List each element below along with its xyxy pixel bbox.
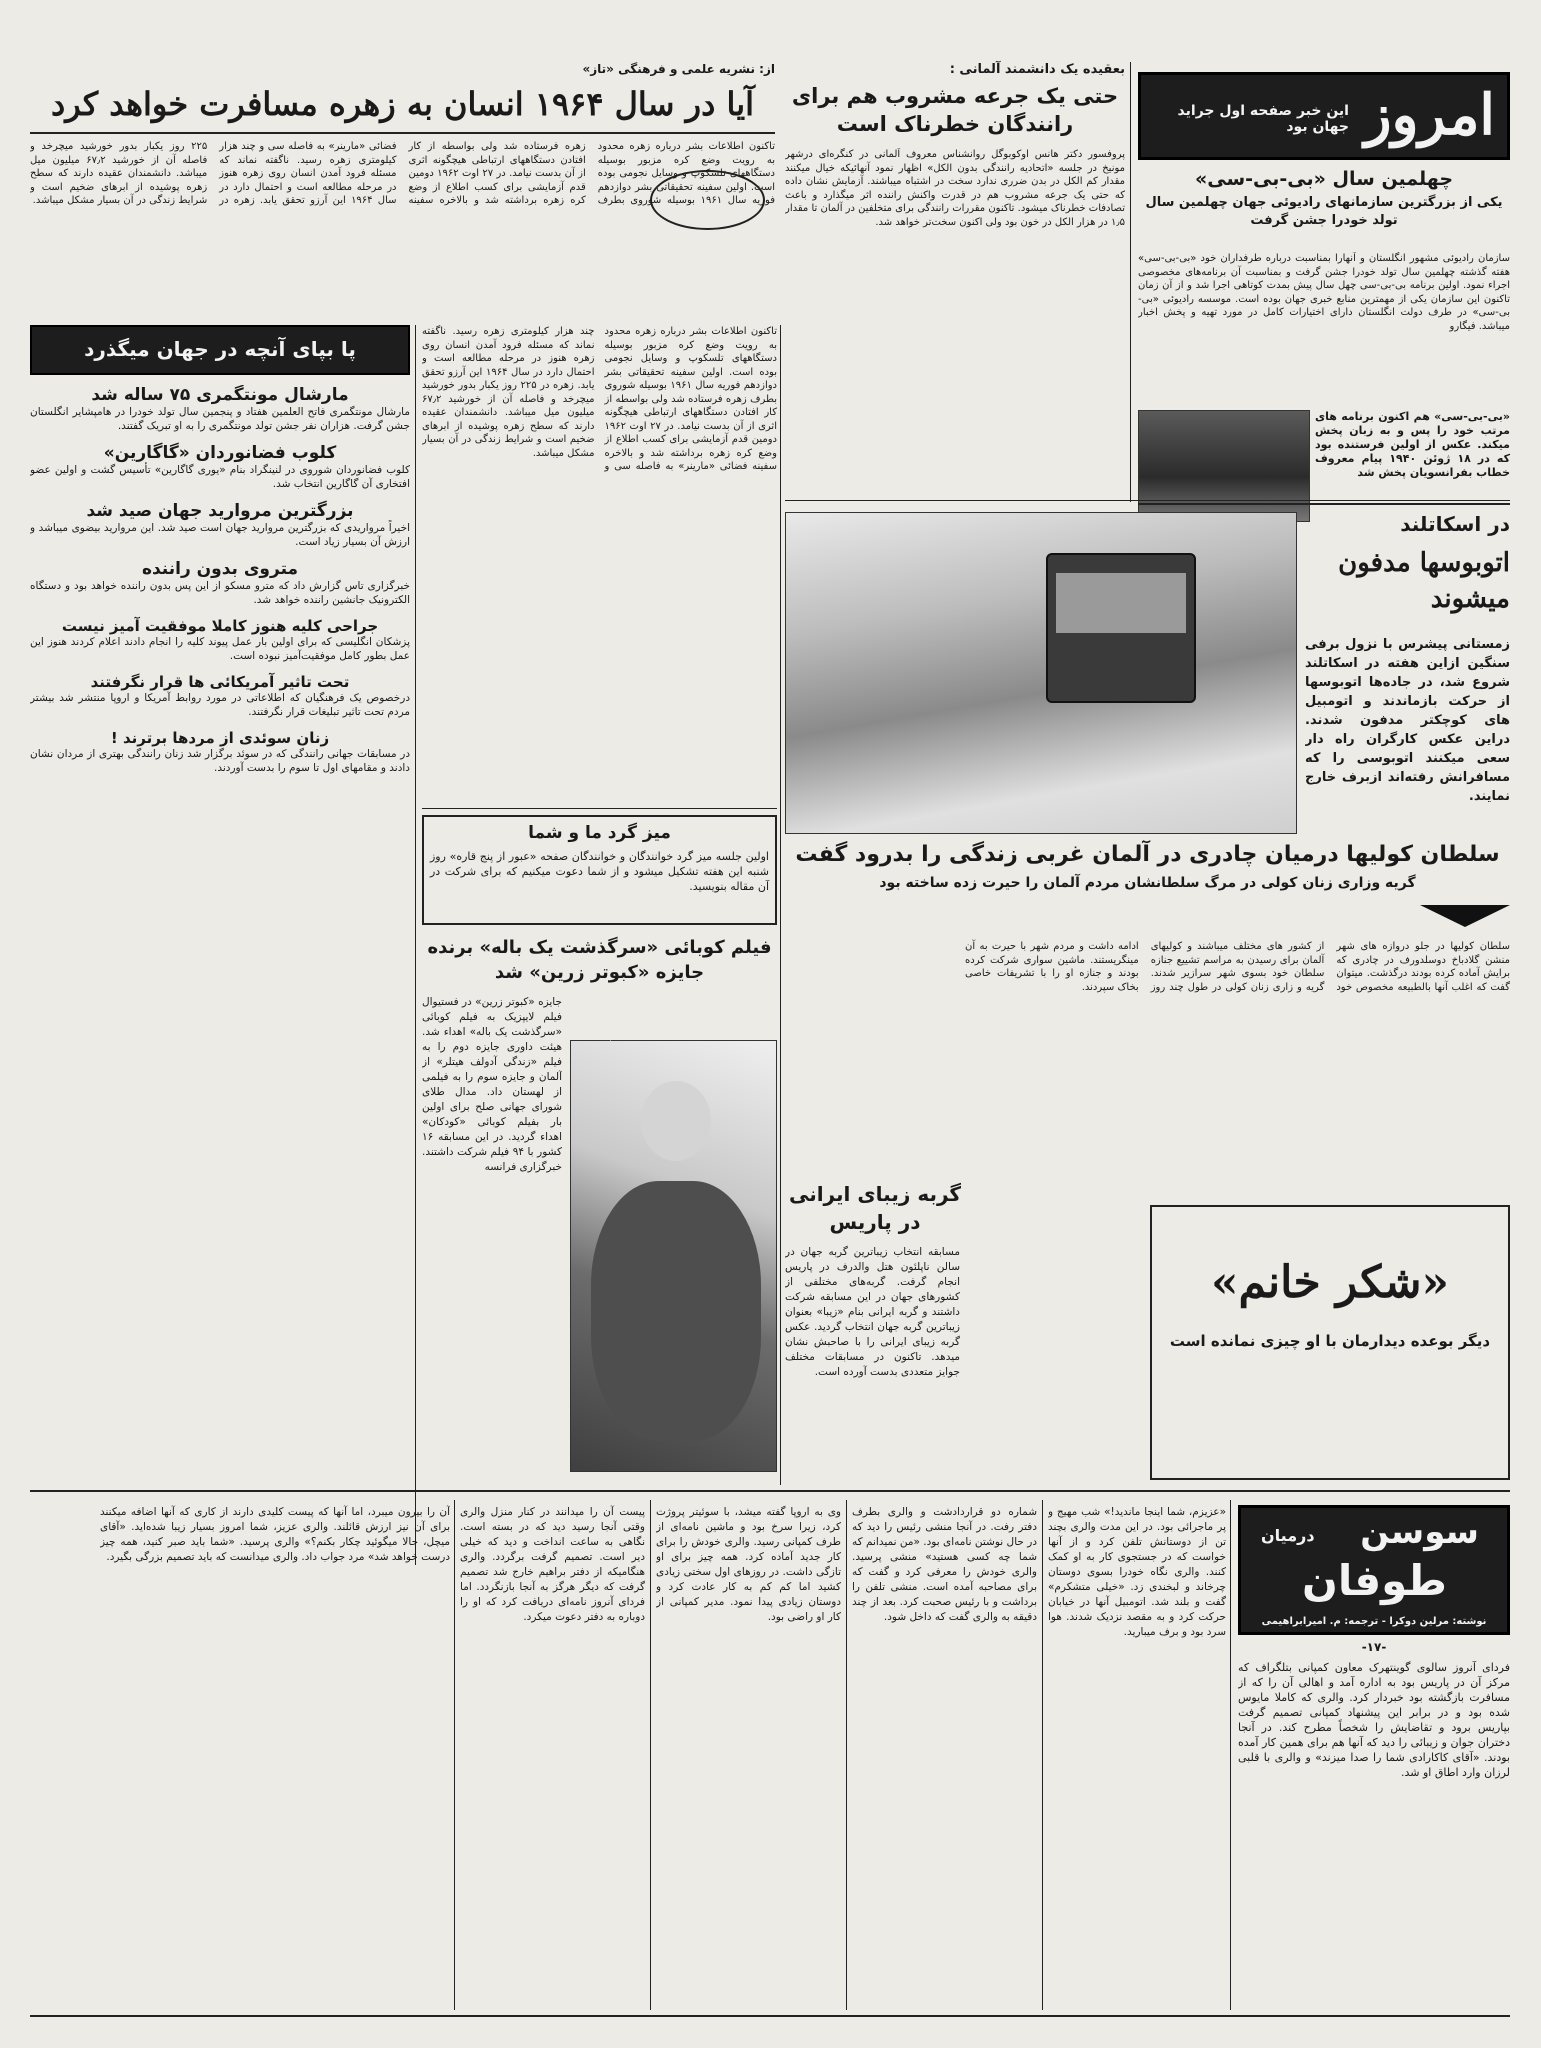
kids-body: اولین جلسه میز گرد خوانندگان و خوانندگان صفحه «عبور از پنج قاره» روز شنبه این هفته تشکیل میشود و از شما دعوت میکنیم که برای شرکت در آن مقاله بنویسید.	[430, 850, 769, 893]
cat-body: مسابقه انتخاب زیباترین گربه جهان در سالن ناپلئون هتل والدرف در پاریس انجام گرفت. گربه‌های مختلفی از کشورهای جهان در این مسابقه شرکت داشتند و گربه ایرانی بنام «زیبا» بعنوان زیباترین گربه جهان انتخاب گردید. عکس گربه زیبای ایرانی را با صاحبش نشان میدهد. تاکنون در مسابقات مختلف جوایز متعددی بدست آورده است.	[785, 1246, 960, 1378]
cat-title: گربه زیبای ایرانی در پاریس	[788, 1182, 962, 1234]
serial-author: نوشته: مرلین دوکرا - ترجمه: م. امیرابراهیمی	[1261, 1616, 1487, 1627]
serial-col4: وی به اروپا گفته میشد، با سوئیتر پروژت کرد، زیرا سرخ بود و ماشین نامه‌ای از طرف کمپانی رسید. والری خودش را برای کار جدید آماده کرد. همه چیز برای او تازگی داشت. در روزهای اول سختی زیادی کشید اما کم کم به کار عادت کرد و دوستان زیادی پیدا نمود. مدیر کمپانی از کار او راضی بود.	[656, 1506, 841, 1623]
rule-serial-c2	[1042, 1500, 1043, 2010]
emrooz-masthead: امروز	[1364, 82, 1495, 148]
cat-photo	[610, 1040, 611, 1041]
scotland-body: زمستانی پیشرس با نزول برفی سنگین ازاین هفته در اسکاتلند شروع شد، در جاده‌ها اتوبوسها از حرکت بازماندند و اتومبیل های کوچکتر مدفون شدند. دراین عکس کارگران راه دار سعی میکنند اتوبوسی را که مسافرانش رفته‌اند ازبرف خارج نمایند.	[1305, 637, 1510, 804]
serial-col3: شماره دو قراردادشت و والری بطرف دفتر رفت. در آنجا منشی رئیس را دید که در حال نوشتن نامه‌ای بود. «من نمیدانم که شما چه کسی هستید» منشی پرسید. والری خودش را معرفی کرد و گفت که برای مصاحبه آمده است. منشی تلفن را برداشت و با رئیس صحبت کرد. بعد از چند دقیقه به والری گفت که داخل شود.	[852, 1506, 1037, 1623]
scotland-bus-photo	[785, 512, 1297, 834]
kids-title: میز گرد ما و شما	[528, 823, 671, 843]
vanishing-item	[30, 729, 410, 775]
shekar-subtitle: دیگر بوعده دیدارمان با او چیزی نمانده است	[1169, 1332, 1491, 1350]
bbc-subtitle: یکی از بزرگترین سازمانهای رادیوئی جهان چهلمین سال تولد خودرا جشن گرفت	[1145, 195, 1503, 228]
serial-title-box	[1238, 1505, 1510, 1635]
soltan-headline: سلطان کولیها درمیان چادری در آلمان غربی زندگی را بدرود گفت	[795, 842, 1500, 867]
vanishing-item-body: کلوب فضانوردان شوروی در لنینگراد بنام «یوری گاگارین» تأسیس گشت و اولین عضو افتخاری آن گاگارین انتخاب شد.	[30, 464, 410, 490]
rule-serial-c5	[454, 1500, 455, 2010]
serial-col5: پیست آن را میدانند در کنار منزل والری وقتی آنجا رسید دید که در بسته است. نگاهی به ساعت انداخت و دید که خیلی دیر است. تصمیم گرفت برگردد. والری هنگامیکه از دفتر براهیم خارج شد تصمیم گرفت که دیگر هرگز به آنجا بازنگردد. اما فردای آنروز نامه‌ای دریافت کرد که او را دوباره به دفتر دعوت میکرد.	[460, 1506, 645, 1623]
vanishing-item-body: پزشکان انگلیسی که برای اولین بار عمل پیوند کلیه را انجام دادند اعلام کردند هنوز این عمل بطور کامل موفقیت‌آمیز نبوده است.	[30, 636, 410, 662]
venus-body: تاکنون اطلاعات بشر درباره زهره محدود به رویت وضع کره مزبور بوسیله دستگاههای تلسکوپ و وسایل نجومی بوده است. اولین سفینه تحقیقاتی بشر دوازدهم فوریه سال ۱۹۶۱ بوسیله شوروی بطرف زهره فرستاده شد ولی بواسطه از کار افتادن دستگاههای ارتباطی هیچگونه اثری از آن بدست نیامد. در ۲۷ اوت ۱۹۶۲ دومین قدم آزمایشی برای کسب اطلاع از وضع کره زهره برداشته شد و بالاخره سفینه فضائی «مارینر» به فاصله سی و چند هزار کیلومتری زهره رسید. ناگفته نماند که مسئله فرود آمدن انسان روی زهره هنوز در مرحله مطالعه است و احتمال دارد در سال ۱۹۶۴ این آرزو تحقق یابد. زهره در ۲۲۵ روز یکبار بدور خورشید میچرخد و فاصله آن از خورشید ۶۷٫۲ میلیون میل میباشد. دانشمندان عقیده دارند که سطح زهره پوشیده از ابرهای ضخیم است و شرایط زندگی در آن بسیار مشکل میباشد.	[30, 141, 775, 206]
vanishing-item	[30, 385, 410, 433]
serial-title-bottom: طوفان	[1301, 1556, 1447, 1605]
serial-col6: آن را بیرون میبرد، اما آنها که پیست کلیدی دارند از کاری که آنها اضافه میکنند برای آن نیز ارزش قائلند. والری عزیز، شما امروز بسیار زیبا شده‌اید. «آقای میچل، حالا میگوئید چکار بکنم؟» والری پرسید. «شما باید صبر کنید، همه چیز درست خواهد شد» مرد جواب داد. والری میدانست که باید تصمیم بزرگی بگیرد.	[100, 1506, 450, 1563]
rule-venus	[30, 132, 775, 134]
vanishing-item-title: کلوب فضانوردان «گاگارین»	[103, 443, 337, 463]
vanishing-item-body: مارشال مونتگمری فاتح العلمین هفتاد و پنجمین سال تولد خودرا در هامپشایر انگلستان جشن گرفت. هزاران نفر جشن تولد مونتگمری را به او تبریک گفتند.	[30, 406, 410, 432]
vanishing-item-body: در مسابقات جهانی رانندگی که در سوئد برگزار شد زنان رانندگی بهتری از مردان نشان دادند و مقامهای اول تا سوم را بدست آوردند.	[30, 748, 410, 774]
bbc-body: سازمان رادیوئی مشهور انگلستان و آنهارا بمناسبت درباره طرفداران خود «بی-بی-سی» هفته گذشته چهلمین سال تولد خودرا جشن گرفت و بمناسبت آن برنامه‌های مخصوصی اجراء نمود. اولین برنامه بی-بی-سی چهل سال پیش بمدت کوتاهی اجرا شد و از آن زمان تاکنون این سازمان یکی از مهمترین منابع خبری جهان بوده است. موسسه رادیوئی «بی-بی-سی» در طرف دولت انگلستان دارای اختیارات کامل در مورد تهیه و پخش اخبار میباشد. فیگارو	[1138, 253, 1510, 332]
emrooz-masthead-box	[1138, 72, 1510, 160]
film-body: جایزه «کبوتر زرین» در فستیوال فیلم لایپزیک به فیلم کوبائی «سرگذشت یک باله» اهداء شد. هیئت داوری جایزه دوم را به فیلم «زندگی آدولف هیتلر» از آلمان و جایزه سوم را به فیلمی از لهستان داد. مدال طلای شورای جهانی صلح برای اولین بار بفیلم کوبائی «کودکان» اهداء گردید. در این مسابقه ۱۶ کشور با ۹۴ فیلم شرکت داشتند. خبرگزاری فرانسه	[422, 996, 562, 1173]
serial-col2: «عزیزم، شما اینجا ماندید!» شب مهیج و پر ماجرائی بود. در این مدت والری بچند تن از دوستانش تلفن کرد و از آنها خواست که در جستجوی کار به او کمک کنند. والری نگاه خودرا بسوی دوستان چرخاند و لبخندی زد. «خیلی متشکرم» گفت و بلند شد. اتومبیل آنها در خیابان حرکت کرد و به مقصد نزدیک شدند. هوا سرد بود و برف میبارید.	[1048, 1506, 1226, 1638]
fur-shape	[591, 1181, 761, 1441]
bbc-caption: «بی-بی-سی» هم اکنون برنامه های مرتب خود را پس و به زبان پخش میکند. عکس از اولین فرستنده بود که در ۱۸ ژوئن ۱۹۴۰ پیام معروف خطاب بفرانسویان پخش شد	[1315, 410, 1510, 479]
rule-serial-c3	[846, 1500, 847, 2010]
shekar-box	[1150, 1205, 1510, 1480]
vanishing-item-title: جراحی کلیه هنوز کاملا موفقیت آمیز نیست	[61, 617, 379, 635]
vanishing-item	[30, 617, 410, 663]
venus-source: از: نشریه علمی و فرهنگی «تاز»	[582, 62, 775, 76]
vanishing-item	[30, 501, 410, 549]
rule-venus-bottom	[422, 808, 777, 809]
vanishing-item-title: زنان سوئدی از مردها برترند !	[110, 729, 330, 747]
vanishing-item-title: متروی بدون راننده	[141, 559, 299, 579]
vanishing-item-body: درخصوص یک فرهنگیان که اطلاعاتی در مورد روابط آمریکا و اروپا منتشر شد بیشتر مردم تحت تاثیر تبلیغات قرار نگرفتند.	[30, 692, 410, 718]
bbc-title: چهلمین سال «بی-بی-سی»	[1194, 168, 1454, 190]
soltan-subtitle: گریه وزاری زنان کولی در مرگ سلطانشان مردم آلمان را حیرت زده ساخته بود	[879, 875, 1416, 891]
vanishing-item-title: بزرگترین مروارید جهان صید شد	[86, 501, 354, 521]
rule-bbc	[1138, 503, 1510, 505]
vanishing-item	[30, 673, 410, 719]
rule-serial-c1	[1230, 1500, 1231, 2010]
bus-window	[1056, 573, 1186, 633]
bbc-photo	[1138, 410, 1310, 522]
rule-vanishing	[415, 325, 416, 1565]
page-border-bottom	[30, 2015, 1510, 2017]
rule-serial-c4	[650, 1500, 651, 2010]
car-body: پروفسور دکتر هانس اوکوبوگل روانشناس معروف آلمانی در کنگره‌ای درشهر مونیخ در جلسه «اتحادیه رانندگی بدون الکل» اظهار نمود آنهائیکه خیال میکنند مقدار کم الکل در بدن ضرری ندارد سخت در اشتباه میباشند. آزمایش نشان داده که حتی یک جرعه مشروب هم در قدرت واکنش راننده اثر میگذارد و باعث تصادفات خطرناک میشود. تاکنون مقررات رانندگی برای متخلفین در آلمان تا مقدار ۱٫۵ در هزار الکل در خون بود ولی اکنون سخت‌تر خواهد شد.	[785, 149, 1125, 228]
rule-car-bottom	[785, 500, 1510, 501]
actress-face	[641, 1081, 711, 1161]
vanishing-item	[30, 443, 410, 491]
car-headline: حتی یک جرعه مشروب هم برای رانندگان خطرناک است	[791, 84, 1119, 136]
film-title: فیلم کوبائی «سرگذشت یک باله» برنده جایزه «کبوتر زرین» شد	[427, 937, 772, 983]
serial-col1: فردای آنروز سالوی گوینتهرک معاون کمپانی بتلگراف که مرکز آن در پاریس بود به اداره آمد و اهالی آن را که از مسافرت بازگشته بود خبردار کرد. والری که کاملا مایوس شده بود و در برابر این پیشنهاد کمپانی تصمیم گرفت بپاریس برود و تقاضایش را شخصاً مطرح کند. در آنجا دختران جوان و زیبائی را دید که آنها هم برای همین کار آمده بودند. «آقای کاکارادی شما را صدا میزند» و والری با قلبی لرزان وارد اطاق او شد.	[1238, 1661, 1510, 1779]
shekar-title: «شکر خانم»	[1211, 1257, 1449, 1308]
emrooz-subtitle: این خبر صفحه اول جراید جهان بود	[1177, 103, 1349, 135]
vanishing-item-body: اخیراً مرواریدی که بزرگترین مروارید جهان است صید شد. این مروارید بیضوی میباشد و ارزش آن بسیار زیاد است.	[30, 522, 410, 548]
vanishing-header	[30, 325, 410, 375]
vanishing-item-body: خبرگزاری تاس گزارش داد که مترو مسکو از این پس بدون راننده خواهد بود و دستگاه الکترونیک جانشین راننده خواهد شد.	[30, 580, 410, 606]
vanishing-item-title: تحت تاثیر آمریکائی ها قرار نگرفتند	[90, 673, 350, 691]
venus-headline: آیا در سال ۱۹۶۴ انسان به زهره مسافرت خواهد کرد	[50, 85, 754, 123]
car-lead: بعقیده یک دانشمند آلمانی :	[949, 62, 1125, 77]
vanishing-title: پا بپای آنچه در جهان میگذرد	[84, 337, 356, 361]
soltan-body: سلطان کولیها در جلو دروازه های شهر منشن گلادباخ دوسلدورف در چادری که برایش آماده کرده بودند درگذشت. میتوان گفت که اغلب آنها بالطبیعه مخصوص خود از کشور های مختلف میباشند و کولیهای آلمان برای رسیدن به مراسم تشییع جنازه سلطان خود بسوی شهر سرازیر شدند. گریه و زاری زنان کولی در طول چند روز ادامه داشت و مردم شهر با حیرت به آن مینگریستند. ماشین سواری شرکت کرده بودند و جنازه او را با تشریفات خاصی بخاک سپردند.	[965, 941, 1510, 993]
scotland-headline: اتوبوسها مدفون میشوند	[1338, 548, 1510, 614]
vanishing-item-title: مارشال مونتگمری ۷۵ ساله شد	[91, 385, 349, 405]
scotland-lead: در اسکاتلند	[1400, 512, 1510, 536]
kids-round-table-box	[422, 815, 777, 925]
serial-title-mid: درمیان	[1261, 1526, 1315, 1545]
venus-body-continued: تاکنون اطلاعات بشر درباره زهره محدود به رویت وضع کره مزبور بوسیله دستگاههای تلسکوپ و وسایل نجومی بوده است. اولین سفینه تحقیقاتی بشر دوازدهم فوریه سال ۱۹۶۱ بوسیله شوروی بطرف زهره فرستاده شد ولی بواسطه از کار افتادن دستگاههای ارتباطی هیچگونه اثری از آن بدست نیامد. در ۲۷ اوت ۱۹۶۲ دومین قدم آزمایشی برای کسب اطلاع از وضع کره زهره برداشته شد و بالاخره سفینه فضائی «مارینر» به فاصله سی و چند هزار کیلومتری زهره رسید. ناگفته نماند که مسئله فرود آمدن انسان روی زهره هنوز در مرحله مطالعه است و احتمال دارد در سال ۱۹۶۴ این آرزو تحقق یابد. زهره در ۲۲۵ روز یکبار بدور خورشید میچرخد و فاصله آن از خورشید ۶۷٫۲ میلیون میل میباشد. دانشمندان عقیده دارند که سطح زهره پوشیده از ابرهای ضخیم است و شرایط زندگی در آن بسیار مشکل میباشد.	[422, 326, 777, 472]
serial-title-top: سوسن	[1360, 1512, 1479, 1552]
film-actress-photo	[570, 1040, 777, 1472]
vanishing-list	[30, 385, 410, 1565]
rule-film-right	[780, 325, 781, 1485]
rule-car-right	[1130, 62, 1131, 502]
serial-number: -۱۷-	[1361, 1640, 1387, 1654]
vanishing-item	[30, 559, 410, 607]
rule-serial-top	[30, 1490, 1510, 1492]
